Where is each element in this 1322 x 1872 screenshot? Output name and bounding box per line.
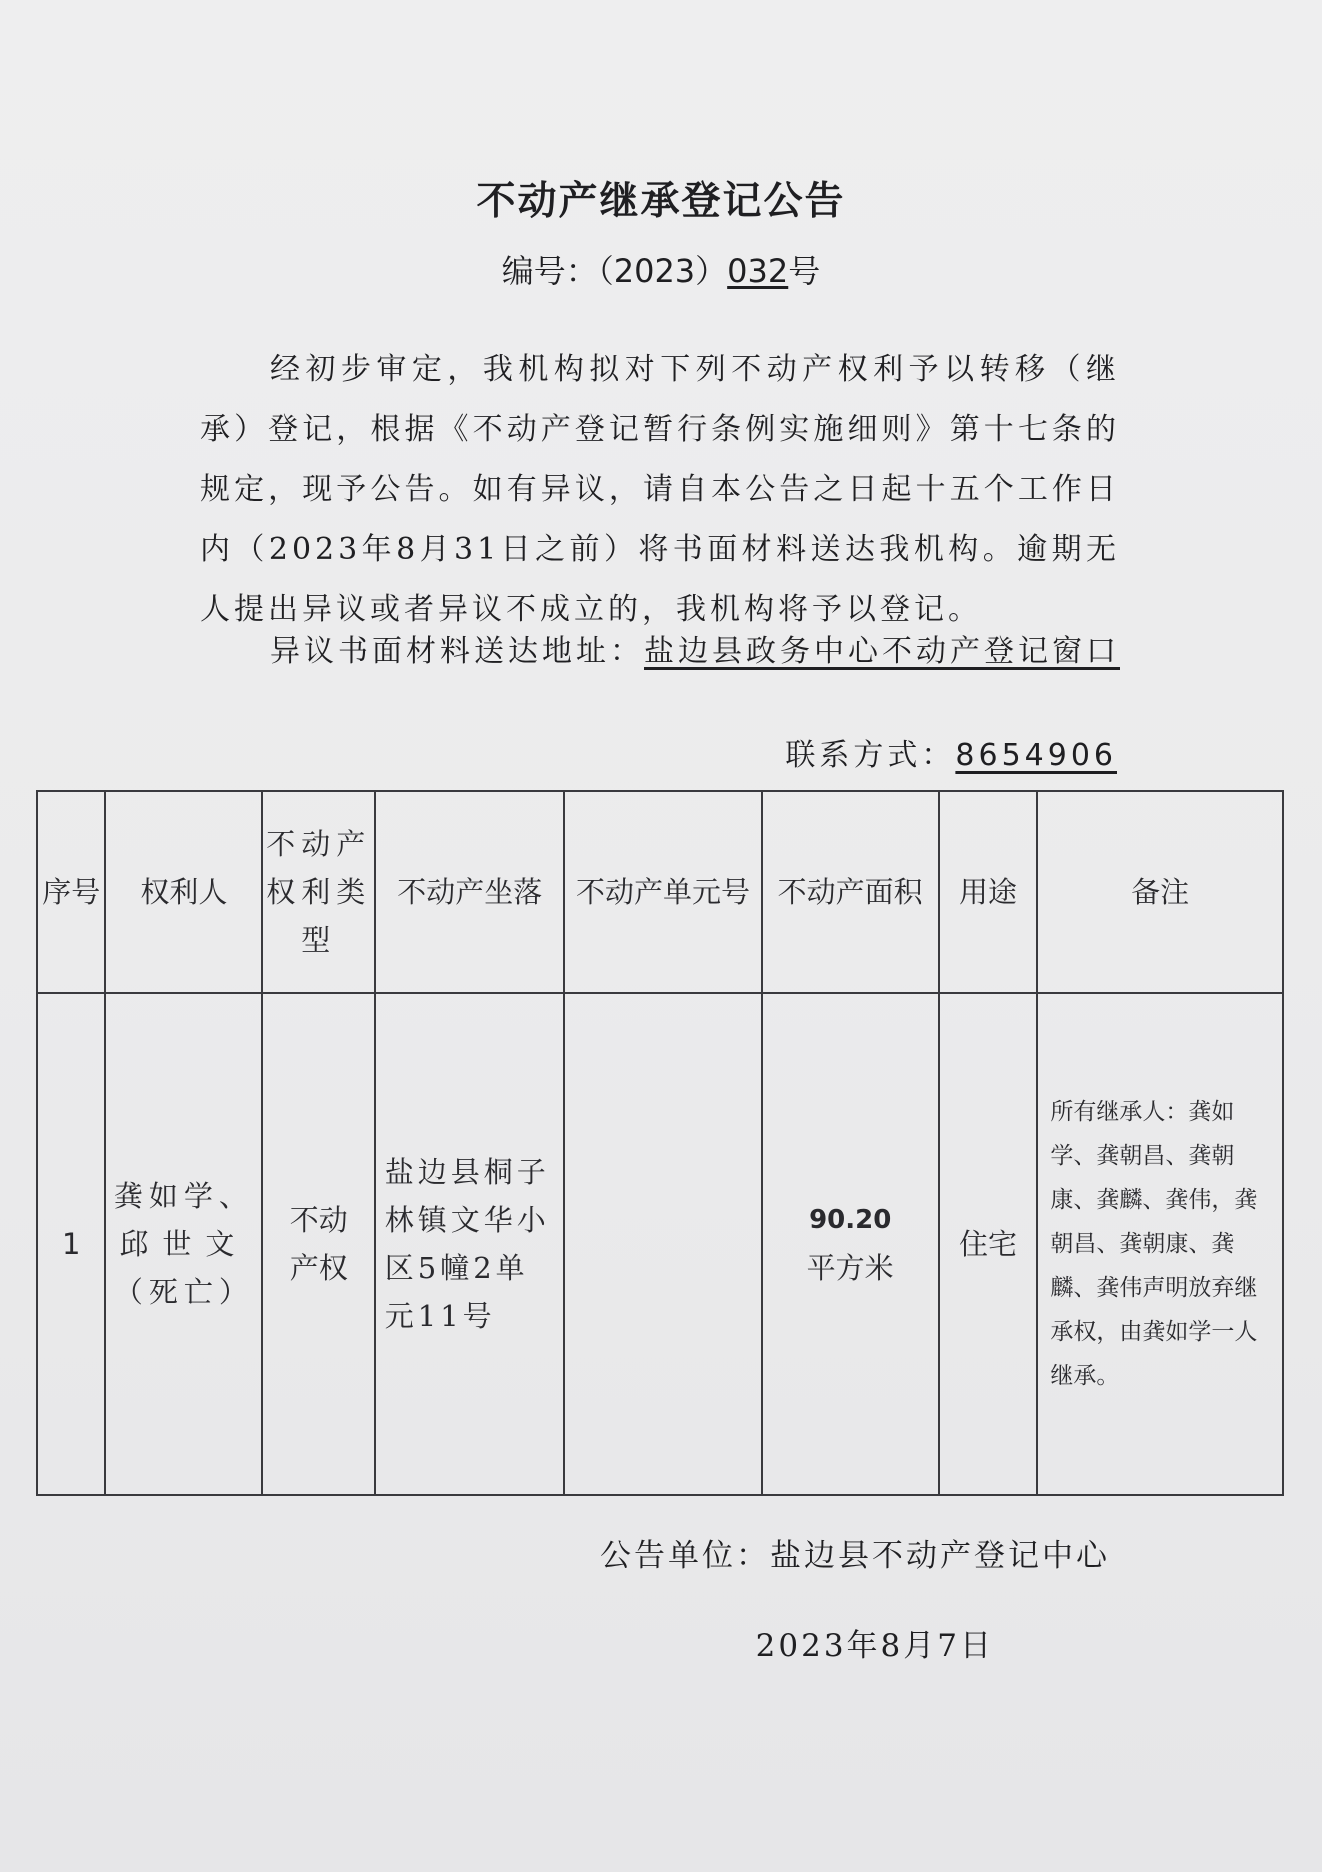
issuing-unit: 公告单位：盐边县不动产登记中心 [600, 1538, 1110, 1574]
cell-location [375, 993, 564, 1495]
objection-address [200, 622, 1120, 682]
header-right-type: 不动产权利类型 [262, 791, 375, 993]
contact-number: 8654906 [955, 738, 1117, 773]
contact-info [785, 730, 1117, 774]
table-header-row [37, 791, 1283, 993]
holder-line: （死亡） [113, 1275, 254, 1309]
issue-date: 2023年8月7日 [755, 1628, 994, 1664]
document-number-suffix: 号 [788, 252, 821, 290]
holder-line: 邱世文 [119, 1227, 249, 1261]
header-holder: 权利人 [105, 791, 262, 993]
area-unit: 平方米 [806, 1251, 894, 1285]
objection-address-value: 盐边县政务中心不动产登记窗口 [644, 634, 1120, 669]
document-number-value: 032 [727, 252, 789, 290]
table-row [37, 993, 1283, 1495]
header-usage: 用途 [939, 791, 1038, 993]
objection-address-label: 异议书面材料送达地址： [270, 634, 644, 669]
cell-remark: 所有继承人：龚如学、龚朝昌、龚朝康、龚麟、龚伟，龚朝昌、龚朝康、龚麟、龚伟声明放弃继承权，由龚如学一人继承。 [1037, 993, 1283, 1495]
contact-label: 联系方式： [785, 738, 956, 773]
cell-holder [105, 993, 262, 1495]
document-number [0, 246, 1322, 292]
area-value: 90.20 [809, 1205, 892, 1235]
header-unit-no: 不动产单元号 [564, 791, 761, 993]
cell-right-type [262, 993, 375, 1495]
notice-body-paragraph: 经初步审定，我机构拟对下列不动产权利予以转移（继承）登记，根据《不动产登记暂行条例实施细则》第十七条的规定，现予公告。如有异议，请自本公告之日起十五个工作日内（2023年8月31日之前）将书面材料送达我机构。逾期无人提出异议或者异议不成立的，我机构将予以登记。 [200, 352, 1120, 627]
right-type-text: 不动产权 [289, 1203, 348, 1285]
header-remark: 备注 [1037, 791, 1283, 993]
cell-area [762, 993, 939, 1495]
location-text: 盐边县桐子林镇文华小区5幢2单元11号 [384, 1155, 550, 1333]
cell-seq: 1 [37, 993, 105, 1495]
cell-usage: 住宅 [939, 993, 1038, 1495]
cell-unit-no [564, 993, 761, 1495]
header-seq: 序号 [37, 791, 105, 993]
document-number-prefix: 编号：（2023） [501, 252, 728, 290]
header-location: 不动产坐落 [375, 791, 564, 993]
header-area: 不动产面积 [762, 791, 939, 993]
notice-title: 不动产继承登记公告 [476, 179, 846, 224]
registration-table [36, 790, 1284, 1496]
holder-line: 龚如学、 [113, 1179, 254, 1213]
